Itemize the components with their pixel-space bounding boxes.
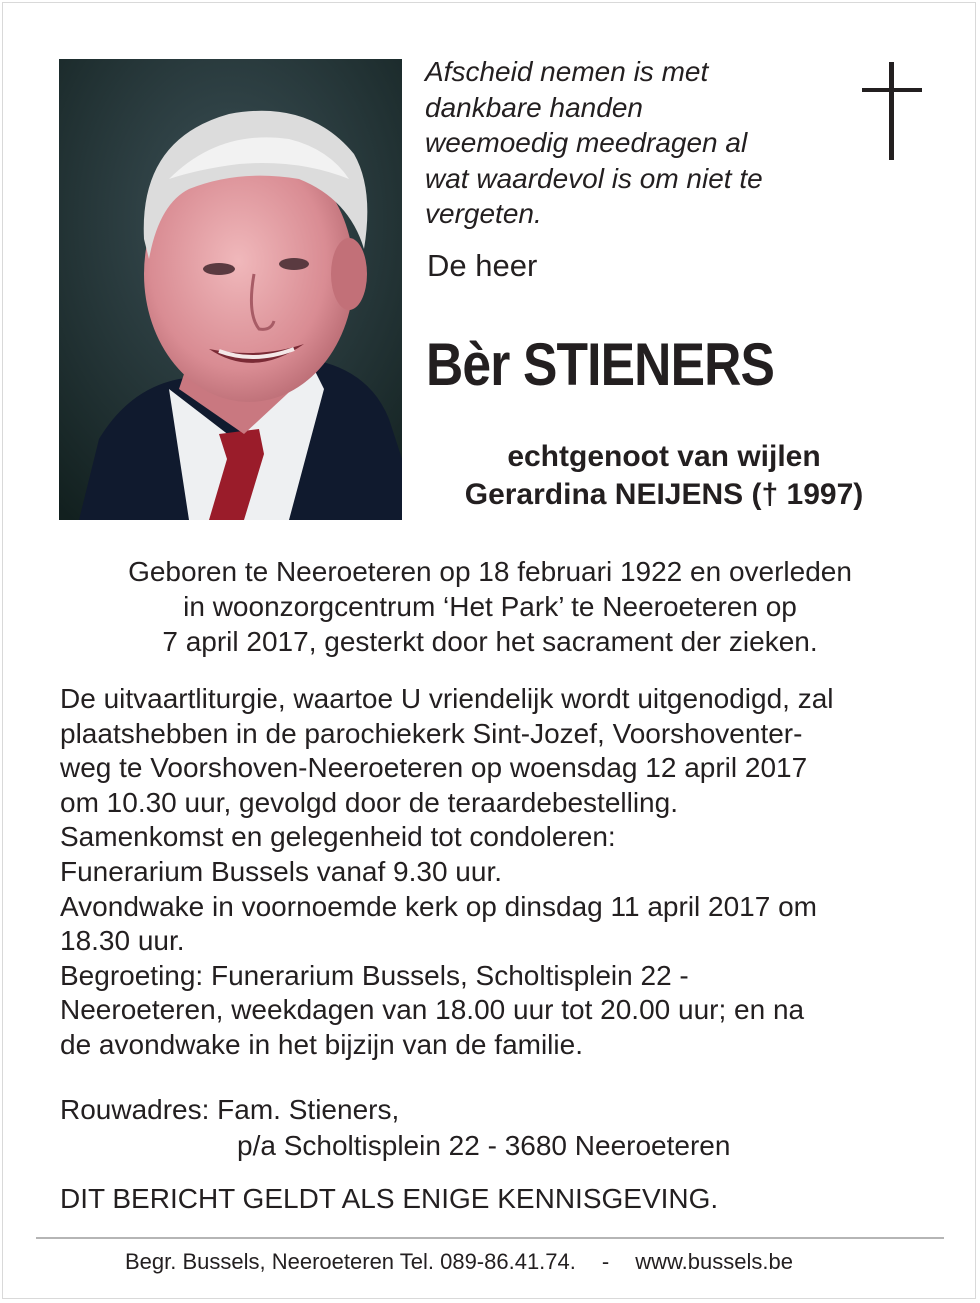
details-line: de avondwake in het bijzijn van de familie. xyxy=(60,1028,583,1060)
born-line: in woonzorgcentrum ‘Het Park’ te Neeroeteren op xyxy=(183,591,797,622)
funeral-details xyxy=(60,682,834,1063)
poem-line: wat waardevol is om niet te xyxy=(425,162,763,194)
spouse-line: echtgenoot van wijlen xyxy=(507,440,821,473)
details-line: 18.30 uur. xyxy=(60,925,185,957)
birth-death-info xyxy=(30,554,950,659)
details-line: weg te Voorshoven-Neeroeteren op woensdag 12 april 2017 xyxy=(60,752,808,784)
details-line: Begroeting: Funerarium Bussels, Scholtisplein 22 - xyxy=(60,959,689,991)
spouse-info xyxy=(404,438,924,514)
details-line: plaatshebben in de parochiekerk Sint-Jozef, Voorshoventer- xyxy=(60,717,803,749)
honorific: De heer xyxy=(427,248,538,283)
details-line: Funerarium Bussels vanaf 9.30 uur. xyxy=(60,855,503,887)
details-line: Samenkomst en gelegenheid tot condoleren: xyxy=(60,821,616,853)
details-line: Neeroeteren, weekdagen van 18.00 uur tot 20.00 uur; en na xyxy=(60,994,805,1026)
address-line-2: p/a Scholtisplein 22 - 3680 Neeroeteren xyxy=(237,1130,731,1161)
footer xyxy=(125,1249,793,1275)
poem-line: vergeten. xyxy=(425,198,542,229)
footer-contact: Begr. Bussels, Neeroeteren Tel. 089-86.41.74. xyxy=(125,1249,576,1274)
address-line-1: Rouwadres: Fam. Stieners, xyxy=(60,1094,400,1125)
born-line: Geboren te Neeroeteren op 18 februari 1922 en overleden xyxy=(128,556,852,587)
poem-line: Afscheid nemen is met xyxy=(425,56,709,87)
footer-separator: - xyxy=(601,1249,610,1274)
deceased-name: Bèr STIENERS xyxy=(426,331,775,398)
notice-text: DIT BERICHT GELDT ALS ENIGE KENNISGEVING. xyxy=(60,1183,719,1214)
mourning-address xyxy=(60,1092,730,1164)
footer-website: www.bussels.be xyxy=(635,1249,793,1274)
poem xyxy=(425,54,845,232)
poem-line: dankbare handen xyxy=(425,91,643,123)
divider xyxy=(36,1237,944,1239)
details-line: De uitvaartliturgie, waartoe U vriendelijk wordt uitgenodigd, zal xyxy=(60,683,834,714)
cross-icon xyxy=(862,62,922,160)
portrait-photo xyxy=(59,59,402,520)
spouse-line: Gerardina NEIJENS († 1997) xyxy=(464,478,864,511)
born-line: 7 april 2017, gesterkt door het sacrament der zieken. xyxy=(162,626,818,657)
details-line: Avondwake in voornoemde kerk op dinsdag 11 april 2017 om xyxy=(60,890,817,922)
poem-line: weemoedig meedragen al xyxy=(425,127,748,158)
details-line: om 10.30 uur, gevolgd door de teraardebestelling. xyxy=(60,786,678,818)
